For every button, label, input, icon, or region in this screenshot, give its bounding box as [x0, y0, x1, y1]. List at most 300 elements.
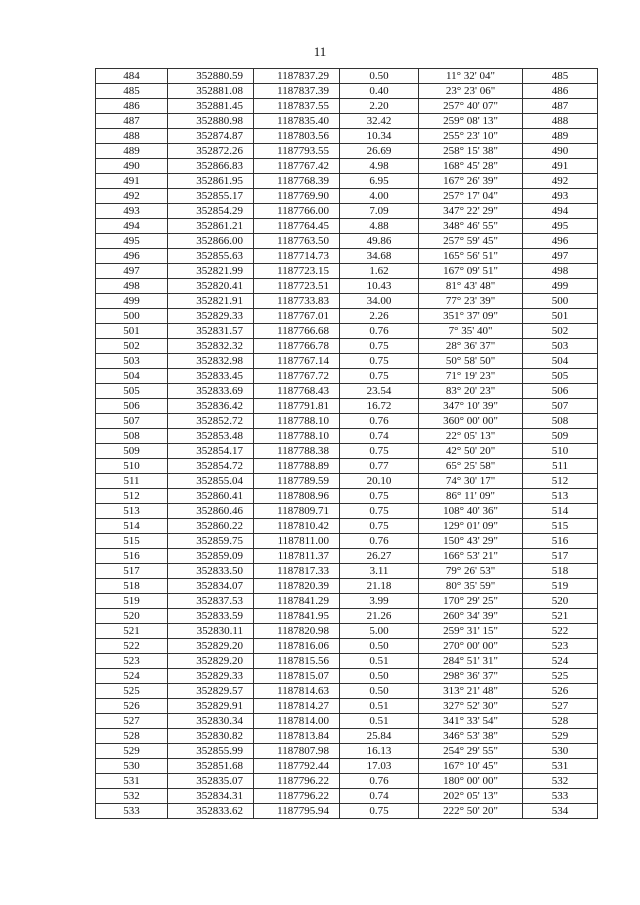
cell-bearing: 165° 56' 51" — [419, 249, 523, 264]
table-row — [96, 519, 598, 534]
cell-point-to: 534 — [523, 804, 598, 819]
cell-coord-y: 1187795.94 — [254, 804, 340, 819]
cell-bearing: 259° 31' 15" — [419, 624, 523, 639]
cell-point-to: 491 — [523, 159, 598, 174]
cell-coord-x: 352833.62 — [168, 804, 254, 819]
cell-coord-x: 352881.45 — [168, 99, 254, 114]
cell-distance: 0.76 — [340, 414, 419, 429]
table-row — [96, 234, 598, 249]
cell-coord-y: 1187820.39 — [254, 579, 340, 594]
cell-distance: 2.20 — [340, 99, 419, 114]
cell-point-from: 522 — [96, 639, 168, 654]
cell-bearing: 327° 52' 30" — [419, 699, 523, 714]
cell-point-to: 517 — [523, 549, 598, 564]
table-row — [96, 804, 598, 819]
cell-point-to: 486 — [523, 84, 598, 99]
table-row — [96, 759, 598, 774]
cell-point-from: 493 — [96, 204, 168, 219]
table-row — [96, 279, 598, 294]
cell-bearing: 257° 17' 04" — [419, 189, 523, 204]
cell-distance: 0.51 — [340, 699, 419, 714]
cell-coord-x: 352833.69 — [168, 384, 254, 399]
cell-point-from: 533 — [96, 804, 168, 819]
cell-point-to: 508 — [523, 414, 598, 429]
cell-coord-x: 352832.32 — [168, 339, 254, 354]
cell-coord-x: 352866.83 — [168, 159, 254, 174]
table-row — [96, 534, 598, 549]
cell-coord-x: 352821.91 — [168, 294, 254, 309]
cell-coord-y: 1187769.90 — [254, 189, 340, 204]
cell-distance: 16.72 — [340, 399, 419, 414]
cell-bearing: 341° 33' 54" — [419, 714, 523, 729]
cell-distance: 0.75 — [340, 504, 419, 519]
cell-bearing: 222° 50' 20" — [419, 804, 523, 819]
table-row — [96, 204, 598, 219]
table-row — [96, 594, 598, 609]
cell-bearing: 28° 36' 37" — [419, 339, 523, 354]
cell-bearing: 167° 26' 39" — [419, 174, 523, 189]
cell-coord-y: 1187733.83 — [254, 294, 340, 309]
cell-coord-y: 1187820.98 — [254, 624, 340, 639]
cell-coord-x: 352836.42 — [168, 399, 254, 414]
cell-coord-y: 1187768.43 — [254, 384, 340, 399]
cell-bearing: 254° 29' 55" — [419, 744, 523, 759]
cell-distance: 26.69 — [340, 144, 419, 159]
cell-point-from: 500 — [96, 309, 168, 324]
cell-point-to: 516 — [523, 534, 598, 549]
cell-point-to: 503 — [523, 339, 598, 354]
cell-bearing: 42° 50' 20" — [419, 444, 523, 459]
cell-distance: 0.76 — [340, 534, 419, 549]
cell-point-from: 491 — [96, 174, 168, 189]
cell-coord-y: 1187766.00 — [254, 204, 340, 219]
cell-coord-y: 1187714.73 — [254, 249, 340, 264]
cell-point-to: 496 — [523, 234, 598, 249]
cell-point-to: 494 — [523, 204, 598, 219]
cell-coord-y: 1187763.50 — [254, 234, 340, 249]
cell-coord-y: 1187817.33 — [254, 564, 340, 579]
cell-coord-x: 352830.82 — [168, 729, 254, 744]
cell-distance: 2.26 — [340, 309, 419, 324]
cell-point-from: 520 — [96, 609, 168, 624]
cell-coord-x: 352866.00 — [168, 234, 254, 249]
cell-coord-y: 1187764.45 — [254, 219, 340, 234]
cell-coord-y: 1187814.27 — [254, 699, 340, 714]
cell-coord-x: 352855.04 — [168, 474, 254, 489]
cell-coord-y: 1187837.39 — [254, 84, 340, 99]
table-row — [96, 684, 598, 699]
cell-coord-y: 1187766.78 — [254, 339, 340, 354]
cell-distance: 0.75 — [340, 489, 419, 504]
cell-distance: 0.75 — [340, 519, 419, 534]
cell-bearing: 108° 40' 36" — [419, 504, 523, 519]
cell-distance: 0.50 — [340, 684, 419, 699]
cell-bearing: 170° 29' 25" — [419, 594, 523, 609]
table-row — [96, 579, 598, 594]
cell-bearing: 360° 00' 00" — [419, 414, 523, 429]
cell-bearing: 347° 10' 39" — [419, 399, 523, 414]
cell-distance: 4.98 — [340, 159, 419, 174]
cell-bearing: 347° 22' 29" — [419, 204, 523, 219]
cell-coord-x: 352831.57 — [168, 324, 254, 339]
cell-point-to: 505 — [523, 369, 598, 384]
cell-coord-x: 352859.75 — [168, 534, 254, 549]
cell-point-to: 512 — [523, 474, 598, 489]
cell-coord-y: 1187789.59 — [254, 474, 340, 489]
cell-point-from: 503 — [96, 354, 168, 369]
cell-coord-x: 352851.68 — [168, 759, 254, 774]
table-row — [96, 114, 598, 129]
table-row — [96, 249, 598, 264]
cell-coord-x: 352829.91 — [168, 699, 254, 714]
cell-coord-x: 352829.33 — [168, 309, 254, 324]
cell-point-to: 489 — [523, 129, 598, 144]
cell-point-from: 490 — [96, 159, 168, 174]
table-row — [96, 504, 598, 519]
cell-coord-y: 1187788.89 — [254, 459, 340, 474]
cell-coord-y: 1187803.56 — [254, 129, 340, 144]
table-row — [96, 129, 598, 144]
cell-point-from: 529 — [96, 744, 168, 759]
cell-coord-x: 352837.53 — [168, 594, 254, 609]
cell-point-from: 511 — [96, 474, 168, 489]
cell-coord-y: 1187816.06 — [254, 639, 340, 654]
table-row — [96, 729, 598, 744]
cell-point-to: 511 — [523, 459, 598, 474]
cell-bearing: 284° 51' 31" — [419, 654, 523, 669]
cell-point-to: 520 — [523, 594, 598, 609]
cell-bearing: 260° 34' 39" — [419, 609, 523, 624]
cell-coord-x: 352861.21 — [168, 219, 254, 234]
cell-coord-x: 352855.99 — [168, 744, 254, 759]
cell-bearing: 81° 43' 48" — [419, 279, 523, 294]
cell-point-from: 496 — [96, 249, 168, 264]
cell-distance: 4.88 — [340, 219, 419, 234]
cell-point-to: 490 — [523, 144, 598, 159]
cell-distance: 10.43 — [340, 279, 419, 294]
cell-point-from: 489 — [96, 144, 168, 159]
table-row — [96, 564, 598, 579]
cell-coord-y: 1187767.14 — [254, 354, 340, 369]
cell-coord-y: 1187768.39 — [254, 174, 340, 189]
cell-bearing: 351° 37' 09" — [419, 309, 523, 324]
cell-point-to: 526 — [523, 684, 598, 699]
cell-coord-x: 352852.72 — [168, 414, 254, 429]
cell-coord-x: 352861.95 — [168, 174, 254, 189]
cell-coord-y: 1187788.10 — [254, 414, 340, 429]
table-row — [96, 609, 598, 624]
cell-coord-y: 1187796.22 — [254, 789, 340, 804]
cell-bearing: 255° 23' 10" — [419, 129, 523, 144]
cell-bearing: 65° 25' 58" — [419, 459, 523, 474]
cell-point-to: 506 — [523, 384, 598, 399]
cell-bearing: 167° 09' 51" — [419, 264, 523, 279]
cell-distance: 32.42 — [340, 114, 419, 129]
cell-bearing: 313° 21' 48" — [419, 684, 523, 699]
cell-bearing: 180° 00' 00" — [419, 774, 523, 789]
cell-coord-x: 352829.57 — [168, 684, 254, 699]
cell-bearing: 79° 26' 53" — [419, 564, 523, 579]
cell-point-from: 504 — [96, 369, 168, 384]
cell-bearing: 150° 43' 29" — [419, 534, 523, 549]
cell-point-from: 494 — [96, 219, 168, 234]
table-row — [96, 699, 598, 714]
cell-coord-x: 352874.87 — [168, 129, 254, 144]
table-row — [96, 144, 598, 159]
cell-distance: 34.68 — [340, 249, 419, 264]
table-row — [96, 189, 598, 204]
cell-point-to: 523 — [523, 639, 598, 654]
cell-point-to: 527 — [523, 699, 598, 714]
cell-distance: 0.51 — [340, 654, 419, 669]
cell-bearing: 298° 36' 37" — [419, 669, 523, 684]
cell-point-from: 521 — [96, 624, 168, 639]
cell-point-to: 492 — [523, 174, 598, 189]
cell-point-from: 512 — [96, 489, 168, 504]
cell-point-to: 522 — [523, 624, 598, 639]
cell-point-from: 515 — [96, 534, 168, 549]
table-row — [96, 429, 598, 444]
cell-point-from: 532 — [96, 789, 168, 804]
cell-distance: 10.34 — [340, 129, 419, 144]
cell-distance: 23.54 — [340, 384, 419, 399]
cell-coord-x: 352834.31 — [168, 789, 254, 804]
cell-distance: 0.51 — [340, 714, 419, 729]
table-row — [96, 669, 598, 684]
cell-distance: 5.00 — [340, 624, 419, 639]
cell-point-from: 527 — [96, 714, 168, 729]
cell-distance: 6.95 — [340, 174, 419, 189]
cell-coord-x: 352855.63 — [168, 249, 254, 264]
cell-point-from: 525 — [96, 684, 168, 699]
cell-coord-y: 1187767.72 — [254, 369, 340, 384]
cell-point-from: 514 — [96, 519, 168, 534]
cell-coord-y: 1187723.15 — [254, 264, 340, 279]
cell-point-from: 526 — [96, 699, 168, 714]
cell-coord-x: 352820.41 — [168, 279, 254, 294]
cell-point-from: 509 — [96, 444, 168, 459]
cell-point-from: 485 — [96, 84, 168, 99]
cell-point-from: 516 — [96, 549, 168, 564]
cell-point-to: 487 — [523, 99, 598, 114]
cell-coord-y: 1187766.68 — [254, 324, 340, 339]
table-row — [96, 474, 598, 489]
cell-point-to: 531 — [523, 759, 598, 774]
cell-coord-y: 1187815.07 — [254, 669, 340, 684]
cell-coord-x: 352854.72 — [168, 459, 254, 474]
cell-bearing: 7° 35' 40" — [419, 324, 523, 339]
cell-bearing: 168° 45' 28" — [419, 159, 523, 174]
cell-distance: 0.75 — [340, 444, 419, 459]
cell-coord-x: 352830.34 — [168, 714, 254, 729]
cell-bearing: 77° 23' 39" — [419, 294, 523, 309]
cell-point-from: 486 — [96, 99, 168, 114]
cell-distance: 0.75 — [340, 804, 419, 819]
cell-point-to: 524 — [523, 654, 598, 669]
table-row — [96, 774, 598, 789]
table-row — [96, 309, 598, 324]
cell-point-to: 528 — [523, 714, 598, 729]
cell-point-to: 532 — [523, 774, 598, 789]
cell-bearing: 83° 20' 23" — [419, 384, 523, 399]
cell-distance: 25.84 — [340, 729, 419, 744]
cell-point-from: 501 — [96, 324, 168, 339]
table-row — [96, 159, 598, 174]
cell-coord-y: 1187767.01 — [254, 309, 340, 324]
cell-point-to: 504 — [523, 354, 598, 369]
table-row — [96, 654, 598, 669]
cell-distance: 0.40 — [340, 84, 419, 99]
cell-point-from: 524 — [96, 669, 168, 684]
cell-bearing: 348° 46' 55" — [419, 219, 523, 234]
cell-bearing: 258° 15' 38" — [419, 144, 523, 159]
cell-point-to: 502 — [523, 324, 598, 339]
cell-coord-x: 352853.48 — [168, 429, 254, 444]
cell-point-to: 521 — [523, 609, 598, 624]
cell-coord-x: 352833.45 — [168, 369, 254, 384]
cell-coord-y: 1187841.29 — [254, 594, 340, 609]
cell-point-from: 531 — [96, 774, 168, 789]
cell-point-from: 513 — [96, 504, 168, 519]
cell-bearing: 257° 59' 45" — [419, 234, 523, 249]
table-row — [96, 624, 598, 639]
cell-distance: 0.77 — [340, 459, 419, 474]
cell-bearing: 346° 53' 38" — [419, 729, 523, 744]
cell-bearing: 167° 10' 45" — [419, 759, 523, 774]
cell-distance: 0.76 — [340, 324, 419, 339]
cell-bearing: 129° 01' 09" — [419, 519, 523, 534]
cell-coord-x: 352859.09 — [168, 549, 254, 564]
cell-point-from: 497 — [96, 264, 168, 279]
cell-coord-x: 352835.07 — [168, 774, 254, 789]
cell-point-from: 518 — [96, 579, 168, 594]
cell-coord-x: 352854.17 — [168, 444, 254, 459]
cell-coord-y: 1187814.00 — [254, 714, 340, 729]
cell-point-from: 519 — [96, 594, 168, 609]
table-row — [96, 414, 598, 429]
cell-distance: 26.27 — [340, 549, 419, 564]
cell-point-to: 530 — [523, 744, 598, 759]
table-row — [96, 324, 598, 339]
cell-bearing: 270° 00' 00" — [419, 639, 523, 654]
cell-point-to: 514 — [523, 504, 598, 519]
cell-bearing: 71° 19' 23" — [419, 369, 523, 384]
page-number: 11 — [313, 44, 327, 59]
cell-point-from: 487 — [96, 114, 168, 129]
cell-coord-x: 352880.98 — [168, 114, 254, 129]
cell-bearing: 86° 11' 09" — [419, 489, 523, 504]
table-row — [96, 714, 598, 729]
cell-point-from: 506 — [96, 399, 168, 414]
cell-coord-y: 1187788.10 — [254, 429, 340, 444]
cell-distance: 0.75 — [340, 354, 419, 369]
cell-point-from: 528 — [96, 729, 168, 744]
cell-coord-y: 1187811.00 — [254, 534, 340, 549]
cell-distance: 0.74 — [340, 789, 419, 804]
cell-point-to: 533 — [523, 789, 598, 804]
cell-point-to: 519 — [523, 579, 598, 594]
cell-coord-y: 1187767.42 — [254, 159, 340, 174]
cell-point-from: 502 — [96, 339, 168, 354]
cell-coord-y: 1187814.63 — [254, 684, 340, 699]
cell-coord-y: 1187793.55 — [254, 144, 340, 159]
cell-point-to: 495 — [523, 219, 598, 234]
cell-distance: 34.00 — [340, 294, 419, 309]
cell-coord-y: 1187796.22 — [254, 774, 340, 789]
cell-point-from: 507 — [96, 414, 168, 429]
cell-coord-y: 1187788.38 — [254, 444, 340, 459]
cell-distance: 16.13 — [340, 744, 419, 759]
cell-coord-x: 352833.59 — [168, 609, 254, 624]
cell-point-to: 488 — [523, 114, 598, 129]
cell-point-from: 523 — [96, 654, 168, 669]
cell-coord-x: 352833.50 — [168, 564, 254, 579]
cell-point-to: 518 — [523, 564, 598, 579]
cell-coord-y: 1187723.51 — [254, 279, 340, 294]
cell-distance: 0.50 — [340, 69, 419, 84]
cell-coord-y: 1187791.81 — [254, 399, 340, 414]
cell-coord-y: 1187835.40 — [254, 114, 340, 129]
cell-point-from: 517 — [96, 564, 168, 579]
table-row — [96, 339, 598, 354]
cell-point-from: 498 — [96, 279, 168, 294]
coordinate-table — [95, 68, 598, 819]
cell-coord-y: 1187837.29 — [254, 69, 340, 84]
cell-distance: 17.03 — [340, 759, 419, 774]
cell-distance: 1.62 — [340, 264, 419, 279]
cell-bearing: 74° 30' 17" — [419, 474, 523, 489]
cell-coord-y: 1187809.71 — [254, 504, 340, 519]
table-row — [96, 399, 598, 414]
cell-bearing: 166° 53' 21" — [419, 549, 523, 564]
cell-distance: 0.75 — [340, 369, 419, 384]
cell-point-from: 492 — [96, 189, 168, 204]
cell-point-to: 515 — [523, 519, 598, 534]
table-row — [96, 264, 598, 279]
cell-point-from: 505 — [96, 384, 168, 399]
cell-distance: 21.26 — [340, 609, 419, 624]
table-row — [96, 294, 598, 309]
cell-distance: 4.00 — [340, 189, 419, 204]
cell-point-to: 510 — [523, 444, 598, 459]
cell-distance: 20.10 — [340, 474, 419, 489]
cell-distance: 0.50 — [340, 639, 419, 654]
cell-coord-y: 1187813.84 — [254, 729, 340, 744]
cell-bearing: 11° 32' 04" — [419, 69, 523, 84]
cell-coord-y: 1187807.98 — [254, 744, 340, 759]
cell-coord-x: 352881.08 — [168, 84, 254, 99]
table-row — [96, 384, 598, 399]
cell-point-from: 484 — [96, 69, 168, 84]
cell-coord-x: 352854.29 — [168, 204, 254, 219]
table-row — [96, 369, 598, 384]
table-row — [96, 444, 598, 459]
cell-bearing: 23° 23' 06" — [419, 84, 523, 99]
cell-coord-x: 352821.99 — [168, 264, 254, 279]
cell-distance: 49.86 — [340, 234, 419, 249]
cell-point-to: 529 — [523, 729, 598, 744]
cell-distance: 0.76 — [340, 774, 419, 789]
cell-coord-y: 1187808.96 — [254, 489, 340, 504]
cell-point-to: 499 — [523, 279, 598, 294]
cell-distance: 3.11 — [340, 564, 419, 579]
cell-point-from: 488 — [96, 129, 168, 144]
cell-coord-x: 352829.20 — [168, 639, 254, 654]
cell-point-to: 501 — [523, 309, 598, 324]
cell-point-to: 498 — [523, 264, 598, 279]
cell-bearing: 22° 05' 13" — [419, 429, 523, 444]
cell-coord-y: 1187837.55 — [254, 99, 340, 114]
